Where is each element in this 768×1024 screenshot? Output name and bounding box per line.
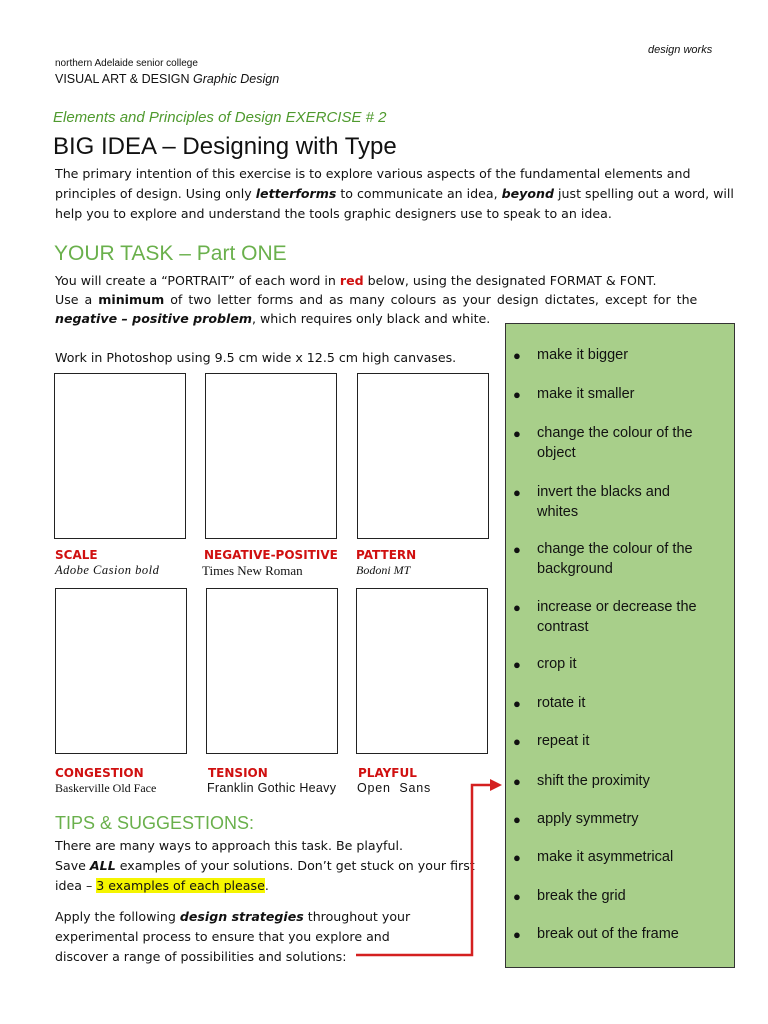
course-line <box>55 72 279 86</box>
tips-line-3 <box>55 876 269 896</box>
portrait-font-congestion: Baskerville Old Face <box>55 781 157 795</box>
strategy-text: change the colour of the object <box>537 425 693 461</box>
bullet-icon: ● <box>513 348 521 363</box>
canvas-box-tension <box>206 588 338 754</box>
canvas-box-playful <box>356 588 488 754</box>
portrait-font-playful: Open Sans <box>357 781 432 795</box>
portrait-word-pattern: PATTERN <box>356 548 417 562</box>
strategy-text: rotate it <box>537 695 586 711</box>
intro-line-1: The primary intention of this exercise is to explore various aspects of the fundamental elements and <box>55 166 691 181</box>
portrait-font-tension: Franklin Gothic Heavy <box>207 781 337 795</box>
strategy-text: apply symmetry <box>537 811 639 827</box>
exercise-title: Elements and Principles of Design EXERCISE # 2 <box>53 109 387 126</box>
tips-line-6: discover a range of possibilities and solutions: <box>55 949 347 964</box>
bullet-icon: ● <box>513 426 521 441</box>
strategy-text: change the colour of the background <box>537 541 693 577</box>
bullet-icon: ● <box>513 485 521 500</box>
strategy-text: shift the proximity <box>537 773 650 789</box>
page-title: BIG IDEA – Designing with Type <box>53 133 397 160</box>
intro-emphasis-beyond: beyond <box>501 186 555 201</box>
task-text: Use a <box>55 292 99 307</box>
tips-emphasis-strategies: design strategies <box>179 909 304 924</box>
canvas-box-negative-positive <box>205 373 337 539</box>
intro-line-2 <box>55 184 734 204</box>
bullet-icon: ● <box>513 927 521 942</box>
task-red-word: red <box>339 273 364 288</box>
intro-text: principles of design. Using only <box>55 186 256 201</box>
task-line-2 <box>55 290 697 310</box>
header-right: design works <box>648 44 713 56</box>
red-arrow-connector <box>350 770 510 970</box>
intro-text: to communicate an idea, <box>336 186 502 201</box>
strategy-text: repeat it <box>537 733 590 749</box>
tips-text: idea – <box>55 878 97 893</box>
tips-text: . <box>264 878 269 893</box>
task-text: of two letter forms and as many colours as your design dictates, except for the <box>164 292 698 307</box>
arrow-line <box>356 785 494 955</box>
portrait-font-pattern: Bodoni MT <box>356 563 411 577</box>
bullet-icon: ● <box>513 889 521 904</box>
canvas-note: Work in Photoshop using 9.5 cm wide x 12.5 cm high canvases. <box>55 350 457 365</box>
strategy-text: crop it <box>537 656 577 672</box>
strategy-text: make it bigger <box>537 347 629 363</box>
task-emphasis-minimum: minimum <box>98 292 165 307</box>
portrait-word-playful: PLAYFUL <box>358 766 417 780</box>
bullet-icon: ● <box>513 734 521 749</box>
intro-line-3: help you to explore and understand the tools graphic designers use to speak to an idea. <box>55 206 612 221</box>
strategy-text: break out of the frame <box>537 926 679 942</box>
strategy-text: make it asymmetrical <box>537 849 674 865</box>
tips-text: throughout your <box>303 909 411 924</box>
task-text: below, using the designated FORMAT & FONT. <box>363 273 657 288</box>
tips-emphasis-all: ALL <box>89 858 116 873</box>
portrait-word-scale: SCALE <box>55 548 98 562</box>
tips-line-1: There are many ways to approach this task. Be playful. <box>55 838 403 853</box>
task-line-1 <box>55 271 656 291</box>
bullet-icon: ● <box>513 812 521 827</box>
task-text: , which requires only black and white. <box>252 311 491 326</box>
course-italic: Graphic Design <box>193 72 280 86</box>
portrait-word-congestion: CONGESTION <box>55 766 144 780</box>
bullet-icon: ● <box>513 657 521 672</box>
portrait-word-negative-positive: NEGATIVE-POSITIVE <box>204 548 338 562</box>
portrait-word-tension: TENSION <box>208 766 268 780</box>
bullet-icon: ● <box>513 387 521 402</box>
bullet-icon: ● <box>513 696 521 711</box>
portrait-font-scale: Adobe Casion bold <box>55 563 160 577</box>
strategy-text: break the grid <box>537 888 626 904</box>
canvas-box-congestion <box>55 588 187 754</box>
bullet-icon: ● <box>513 600 521 615</box>
task-heading: YOUR TASK – Part ONE <box>54 242 287 265</box>
bullet-icon: ● <box>513 542 521 557</box>
tips-text: Save <box>55 858 90 873</box>
canvas-box-pattern <box>357 373 489 539</box>
bullet-icon: ● <box>513 774 521 789</box>
college-name: northern Adelaide senior college <box>55 58 198 69</box>
tips-text: examples of your solutions. Don’t get stuck on your first <box>115 858 475 873</box>
arrow-head-icon <box>490 779 502 791</box>
task-text: You will create a “PORTRAIT” of each word in <box>55 273 340 288</box>
portrait-font-negative-positive: Times New Roman <box>202 563 303 578</box>
strategy-text: invert the blacks and whites <box>537 484 670 520</box>
intro-emphasis-letterforms: letterforms <box>255 186 337 201</box>
task-line-3 <box>55 309 490 329</box>
canvas-box-scale <box>54 373 186 539</box>
intro-text: just spelling out a word, will <box>554 186 734 201</box>
tips-line-5: experimental process to ensure that you explore and <box>55 929 390 944</box>
course-plain: VISUAL ART & DESIGN <box>55 72 194 86</box>
strategies-panel <box>505 323 735 968</box>
tips-highlight: 3 examples of each please <box>96 878 265 893</box>
tips-heading: TIPS & SUGGESTIONS: <box>55 813 255 833</box>
tips-text: Apply the following <box>55 909 180 924</box>
bullet-icon: ● <box>513 850 521 865</box>
strategy-text: make it smaller <box>537 386 635 402</box>
strategy-text: increase or decrease the contrast <box>537 599 697 635</box>
task-emphasis-negpos: negative – positive problem <box>55 311 252 326</box>
